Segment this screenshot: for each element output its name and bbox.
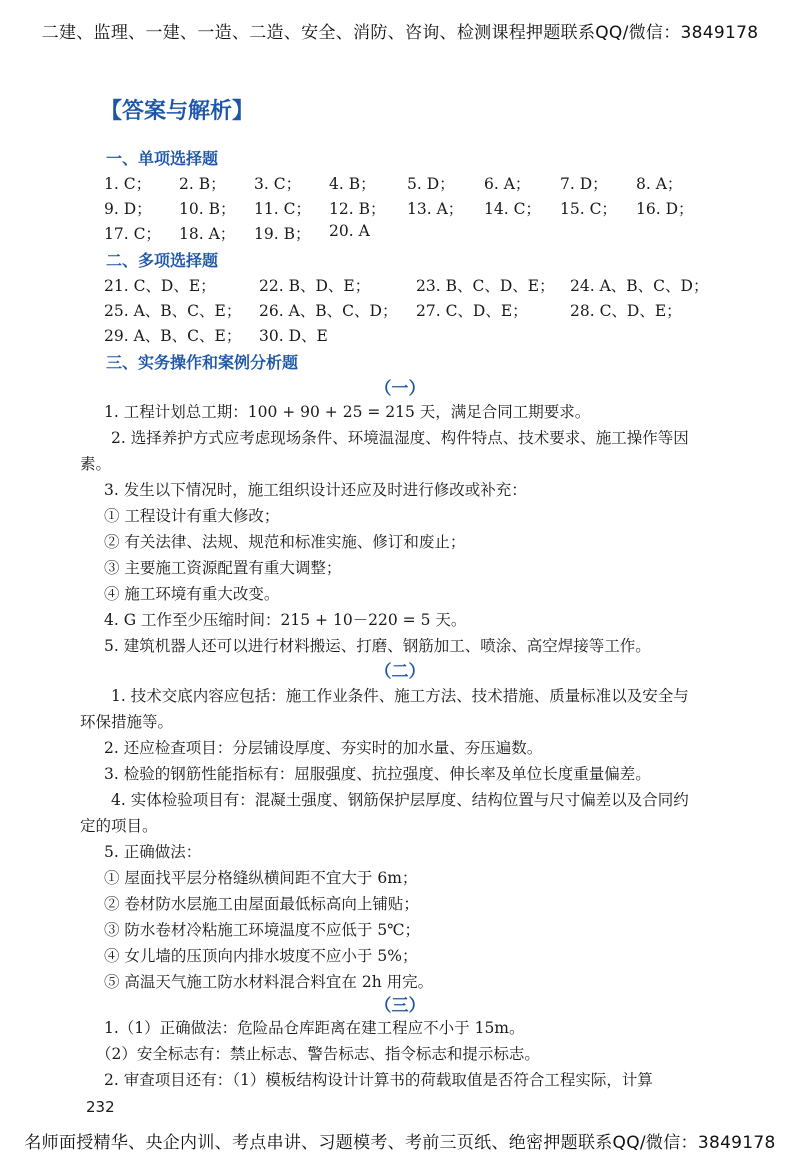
answer-item: 10. B； (179, 200, 236, 218)
case-1-heading: （一） (374, 379, 426, 399)
case-1-line: ② 有关法律、法规、规范和标准实施、修订和废止； (104, 533, 466, 551)
answer-item: 28. C、D、E； (570, 302, 682, 320)
answer-item: 11. C； (254, 200, 311, 218)
answer-item: 24. A、B、C、D； (570, 277, 709, 295)
answer-item: 4. B； (329, 175, 376, 193)
answer-item: 16. D； (636, 200, 694, 218)
top-banner: 二建、监理、一建、一造、二造、安全、消防、咨询、检测课程押题联系QQ/微信：3849178 (41, 23, 759, 43)
case-2-line: 2. 还应检查项目：分层铺设厚度、夯实时的加水量、夯压遍数。 (104, 739, 543, 757)
answer-item: 21. C、D、E； (104, 277, 216, 295)
answer-item: 15. C； (560, 200, 617, 218)
single-choice-heading: 一、单项选择题 (106, 149, 219, 168)
answer-item: 23. B、C、D、E； (416, 277, 555, 295)
answer-item: 29. A、B、C、E； (104, 327, 242, 345)
case-2-line: 4. 实体检验项目有：混凝土强度、钢筋保护层厚度、结构位置与尺寸偏差以及合同约定的项目。 (80, 791, 689, 835)
answer-item: 7. D； (560, 175, 608, 193)
case-1-line: ① 工程设计有重大修改； (104, 507, 280, 525)
case-2-line: 5. 正确做法： (104, 843, 202, 861)
answer-item: 5. D； (407, 175, 455, 193)
cases-heading: 三、实务操作和案例分析题 (106, 353, 299, 372)
answer-item: 22. B、D、E； (259, 277, 371, 295)
case-1-line: 4. G 工作至少压缩时间：215 + 10－220 = 5 天。 (104, 611, 467, 629)
multi-choice-heading: 二、多项选择题 (106, 251, 219, 270)
case-2-line: ① 屋面找平层分格缝纵横间距不宜大于 6m； (104, 869, 418, 887)
page-number: 232 (86, 1098, 115, 1116)
answer-item: 19. B； (254, 225, 311, 243)
case-2-line: ③ 防水卷材冷粘施工环境温度不应低于 5℃； (104, 921, 421, 939)
case-1-line: 3. 发生以下情况时，施工组织设计还应及时进行修改或补充： (104, 481, 527, 499)
case-1-line: 5. 建筑机器人还可以进行材料搬运、打磨、钢筋加工、喷涂、高空焊接等工作。 (104, 637, 651, 655)
case-3-line: 1.（1）正确做法：危险品仓库距离在建工程应不小于 15m。 (104, 1019, 525, 1037)
case-1-line: ④ 施工环境有重大改变。 (104, 585, 280, 603)
answer-item: 12. B； (329, 200, 386, 218)
case-1-line: 1. 工程计划总工期：100 + 90 + 25 = 215 天，满足合同工期要求。 (104, 403, 591, 421)
answer-item: 2. B； (179, 175, 226, 193)
answer-item: 8. A； (636, 175, 683, 193)
answer-item: 20. A (329, 222, 370, 240)
answer-item: 13. A； (407, 200, 464, 218)
case-1-line: 2. 选择养护方式应考虑现场条件、环境温湿度、构件特点、技术要求、施工操作等因素。 (80, 429, 689, 473)
case-2-line: ④ 女儿墙的压顶向内排水坡度不应小于 5%； (104, 947, 418, 965)
answer-item: 3. C； (254, 175, 302, 193)
answer-item: 14. C； (484, 200, 541, 218)
case-2-line: ⑤ 高温天气施工防水材料混合料宜在 2h 用完。 (104, 973, 434, 991)
page-title: 【答案与解析】 (100, 99, 255, 124)
answer-item: 30. D、E (259, 327, 328, 345)
answer-item: 6. A； (484, 175, 531, 193)
case-2-line: 1. 技术交底内容应包括：施工作业条件、施工方法、技术措施、质量标准以及安全与环保措施等。 (80, 687, 689, 731)
answer-item: 25. A、B、C、E； (104, 302, 242, 320)
case-1-line: ③ 主要施工资源配置有重大调整； (104, 559, 342, 577)
case-3-line: （2）安全标志有：禁止标志、警告标志、指令标志和提示标志。 (96, 1045, 540, 1063)
case-2-heading: （二） (374, 662, 426, 682)
case-3-line: 2. 审查项目还有：（1）模板结构设计计算书的荷载取值是否符合工程实际，计算 (104, 1071, 653, 1089)
answer-item: 26. A、B、C、D； (259, 302, 398, 320)
answer-item: 18. A； (179, 225, 236, 243)
answer-item: 27. C、D、E； (416, 302, 528, 320)
case-2-line: 3. 检验的钢筋性能指标有：屈服强度、抗拉强度、伸长率及单位长度重量偏差。 (104, 765, 651, 783)
case-2-line: ② 卷材防水层施工由屋面最低标高向上铺贴； (104, 895, 419, 913)
answer-item: 17. C； (104, 225, 161, 243)
case-3-heading: （三） (374, 996, 426, 1016)
answer-item: 9. D； (104, 200, 152, 218)
answer-item: 1. C； (104, 175, 152, 193)
bottom-banner: 名师面授精华、央企内训、考点串讲、习题模考、考前三页纸、绝密押题联系QQ/微信：3849178 (24, 1133, 776, 1153)
